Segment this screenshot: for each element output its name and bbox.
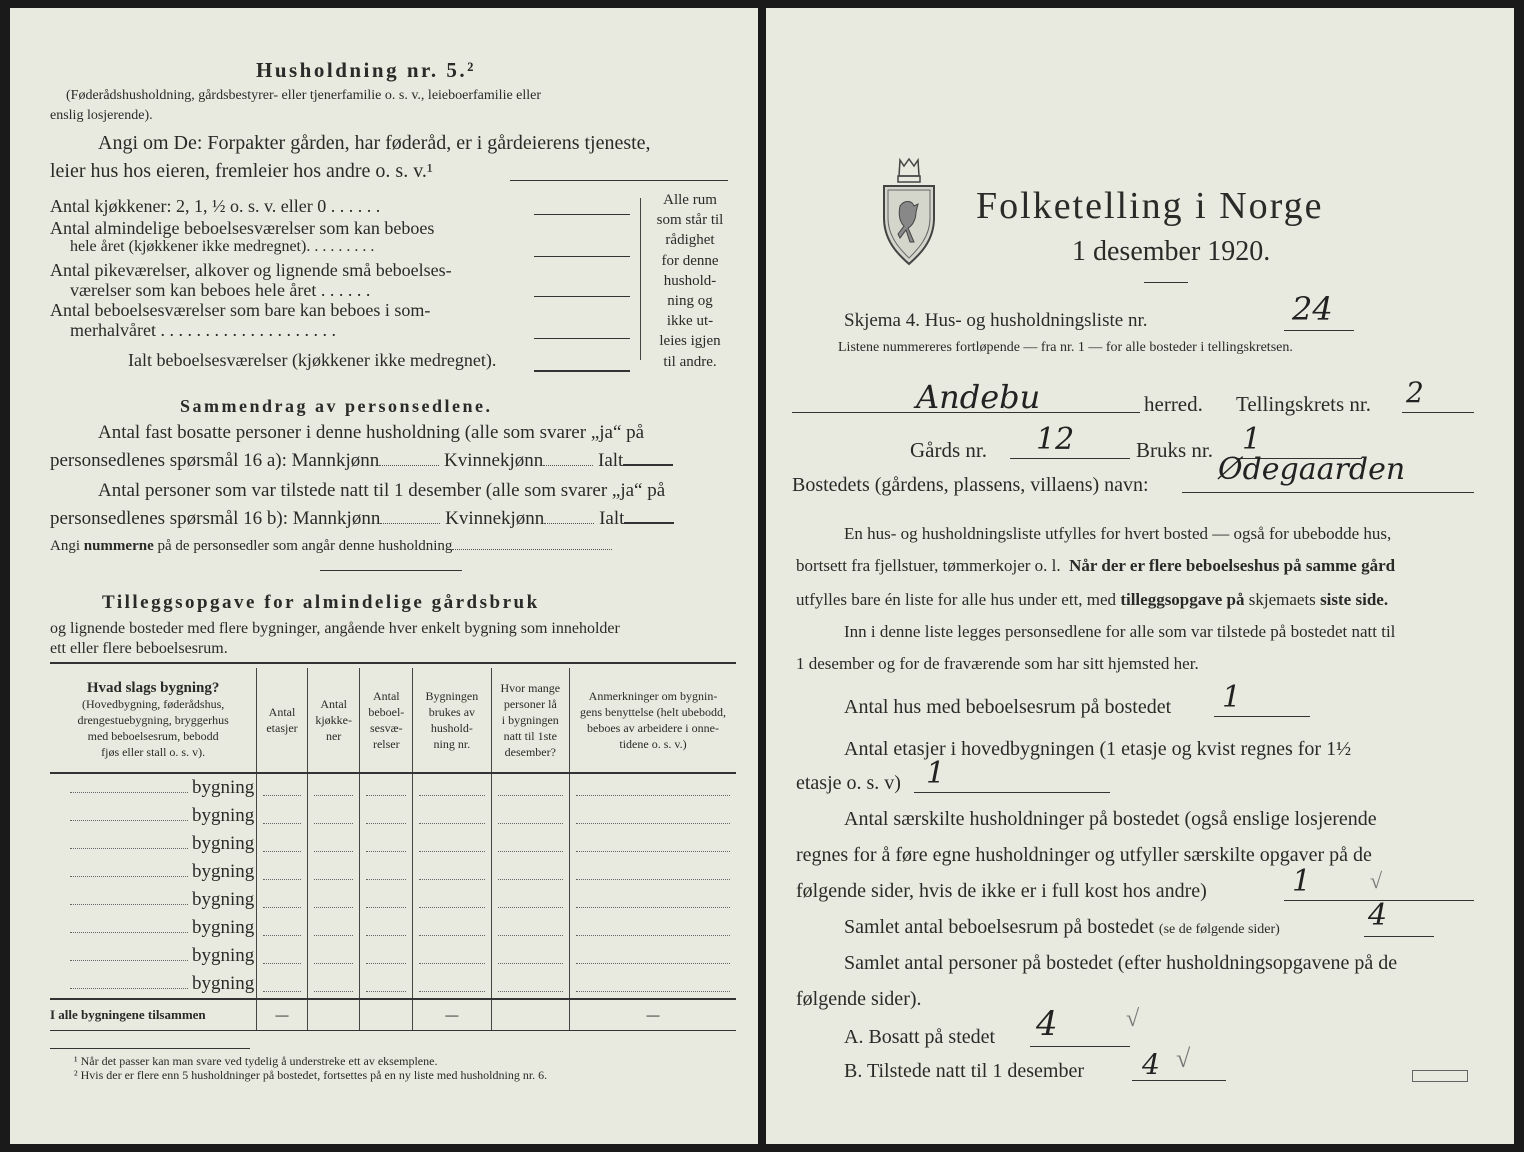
- footnote-rule: [50, 1048, 250, 1049]
- building-table-body: [50, 773, 736, 999]
- angi-answer-line[interactable]: [510, 180, 728, 181]
- female-label-a: Kvinnekjønn: [444, 450, 544, 471]
- col-rooms-cell[interactable]: [360, 773, 413, 802]
- supplement-line1: og lignende bosteder med flere bygninger, angående hver enkelt bygning som inneholder: [50, 620, 620, 637]
- building-name-cell[interactable]: [50, 830, 257, 858]
- col-remarks-cell[interactable]: [570, 830, 736, 858]
- instruction-line2: [796, 556, 1395, 576]
- q-total-rooms: Ialt beboelsesværelser (kjøkkener ikke medregnet).: [128, 350, 497, 370]
- herred-label: herred.: [1144, 392, 1203, 416]
- houses-line: [1214, 716, 1310, 717]
- title-divider: [1144, 282, 1188, 283]
- rooms-total-value[interactable]: 4: [1368, 898, 1388, 933]
- census-date: 1 desember 1920.: [1072, 236, 1271, 267]
- building-name-cell[interactable]: [50, 942, 257, 970]
- building-table-total-row: [50, 999, 736, 1031]
- row-label: bygning: [191, 973, 255, 994]
- present-value[interactable]: 4: [1142, 1048, 1160, 1081]
- numbering-note: Listene nummereres fortløpende — fra nr. 1 — for alle bosteder i tellingskretsen.: [838, 340, 1293, 355]
- col-kitchens-cell[interactable]: [307, 858, 360, 886]
- col-household-no-cell[interactable]: [413, 802, 491, 830]
- row-label: bygning: [191, 917, 255, 938]
- col-household-no-cell[interactable]: [413, 773, 491, 802]
- answer-line-rooms[interactable]: [534, 256, 630, 257]
- floors-value[interactable]: 1: [926, 756, 946, 791]
- angi-line1: Angi om De: Forpakter gården, har føderåd, er i gårdeierens tjeneste,: [98, 132, 651, 154]
- header-line: Antal: [268, 705, 296, 719]
- header-line: Hvad slags bygning?: [86, 680, 220, 696]
- instruction-line2-bold: Når der er flere beboelseshus på samme gård: [1069, 556, 1396, 575]
- header-line: fjøs eller stall o. s. v).: [101, 745, 206, 759]
- q-summer-rooms-line1: Antal beboelsesværelser som bare kan beboes i som-: [50, 300, 431, 320]
- header-line: ning nr.: [433, 737, 471, 751]
- building-table: [50, 668, 736, 1031]
- header-line: drengestuebygning, bryggerhus: [77, 713, 229, 727]
- col-kitchens-cell[interactable]: [307, 914, 360, 942]
- col-persons-cell[interactable]: [491, 773, 569, 802]
- header-line: kjøkke-: [315, 713, 352, 727]
- printer-stamp: [1412, 1070, 1468, 1082]
- col-persons-cell[interactable]: [491, 858, 569, 886]
- norway-coat-of-arms-icon: [878, 156, 940, 268]
- households-line1: Antal særskilte husholdninger på bostedet (også enslige losjerende: [844, 808, 1377, 830]
- col-household-no-cell[interactable]: [413, 830, 491, 858]
- col-remarks-cell[interactable]: [570, 773, 736, 802]
- note-line: hushold-: [663, 272, 717, 289]
- col-remarks-cell[interactable]: [570, 858, 736, 886]
- col-rooms-cell[interactable]: [360, 830, 413, 858]
- col-household-no-cell[interactable]: [413, 886, 491, 914]
- male-count-a[interactable]: [379, 465, 439, 466]
- total-kjokkener[interactable]: [307, 999, 360, 1031]
- instruction-line3-bold2: siste side.: [1320, 590, 1389, 609]
- header-line: med beboelsesrum, bebodd: [87, 729, 219, 743]
- bruks-label: Bruks nr.: [1136, 438, 1214, 462]
- header-line: (Hovedbygning, føderådshus,: [81, 697, 225, 711]
- header-line: Hvor mange: [500, 681, 561, 695]
- header-line: natt til 1ste: [503, 729, 557, 743]
- col-building-type-header: [50, 668, 257, 773]
- total-anmerkninger[interactable]: —: [570, 999, 736, 1031]
- header-line: beboes av arbeidere i onne-: [587, 721, 719, 735]
- summary-line3: Antal personer som var tilstede natt til 1 desember (alle som svarer „ja“ på: [98, 480, 666, 501]
- col-rooms-header: [360, 668, 413, 773]
- total-etasjer[interactable]: —: [257, 999, 308, 1031]
- col-floors-cell[interactable]: [257, 773, 308, 802]
- floors-line1: Antal etasjer i hovedbygningen (1 etasje og kvist regnes for 1½: [844, 738, 1352, 760]
- households-value[interactable]: 1: [1292, 864, 1312, 899]
- header-line: gens benyttelse (helt ubebodd,: [580, 705, 726, 719]
- rooms-total-line: [1364, 936, 1434, 937]
- header-line: Antal: [320, 697, 347, 711]
- total-husholdning[interactable]: —: [413, 999, 491, 1031]
- persons-line1: Samlet antal personer på bostedet (efter husholdningsopgavene på de: [844, 952, 1398, 974]
- row-label: bygning: [191, 777, 255, 798]
- section-divider: [320, 570, 462, 571]
- footnote-1: ¹ Når det passer kan man svare ved tydelig å understreke ett av eksemplene.: [74, 1054, 438, 1068]
- row-label: bygning: [191, 805, 255, 826]
- header-line: ner: [325, 729, 342, 743]
- summary-q16a-label: personsedlenes spørsmål 16 a): Mannkjønn: [50, 450, 380, 471]
- col-kitchens-cell[interactable]: [307, 970, 360, 999]
- rooms-total-text: Samlet antal beboelsesrum på bostedet: [844, 916, 1154, 938]
- col-persons-cell[interactable]: [491, 830, 569, 858]
- q-kitchens: Antal kjøkkener: 2, 1, ½ o. s. v. eller 0 . . . . . .: [50, 196, 381, 216]
- note-line: leies igjen: [659, 333, 721, 350]
- present-check: √: [1176, 1044, 1191, 1073]
- total-vaerelser[interactable]: [360, 999, 413, 1031]
- krets-line: [1402, 412, 1474, 413]
- col-remarks-cell[interactable]: [570, 970, 736, 999]
- footnote-2: ² Hvis der er flere enn 5 husholdninger på bostedet, fortsettes på en ny liste med husholdning nr. 6.: [74, 1068, 548, 1082]
- header-line: hushold-: [430, 721, 473, 735]
- building-name-cell[interactable]: [50, 773, 257, 802]
- header-line: desember?: [504, 745, 556, 759]
- header-line: etasjer: [266, 721, 298, 735]
- col-rooms-cell[interactable]: [360, 802, 413, 830]
- header-line: personer lå: [503, 697, 557, 711]
- angi-line2: leier hus hos eieren, fremleier hos andre o. s. v.¹: [50, 160, 433, 182]
- col-rooms-cell[interactable]: [360, 970, 413, 999]
- households-check: √: [1370, 868, 1383, 893]
- bruks-value[interactable]: 1: [1242, 422, 1262, 457]
- note-line: Alle rum: [663, 192, 717, 208]
- instruction-line2-text: bortsett fra fjellstuer, tømmerkojer o. l.: [796, 556, 1061, 575]
- krets-value[interactable]: 2: [1406, 376, 1424, 409]
- floors-line: [914, 792, 1110, 793]
- col-remarks-header: [570, 668, 736, 773]
- summary-title: Sammendrag av personsedlene.: [180, 396, 493, 416]
- col-floors-cell[interactable]: [257, 970, 308, 999]
- building-name-cell[interactable]: [50, 970, 257, 999]
- note-line: til andre.: [663, 353, 717, 370]
- answer-line-summer-rooms[interactable]: [534, 338, 630, 339]
- col-persons-header: [491, 668, 569, 773]
- building-name-cell[interactable]: [50, 802, 257, 830]
- note-bracket: [640, 198, 649, 360]
- row-label: bygning: [191, 945, 255, 966]
- note-line: ning og: [667, 293, 713, 310]
- col-persons-cell[interactable]: [491, 886, 569, 914]
- instruction-line3: [796, 590, 1388, 610]
- rooms-total-small: (se de følgende sider): [1158, 922, 1280, 937]
- col-kitchens-cell[interactable]: [307, 886, 360, 914]
- col-household-no-header: [413, 668, 491, 773]
- supplement-title: Tilleggsopgave for almindelige gårdsbruk: [102, 592, 540, 613]
- female-label-b: Kvinnekjønn: [445, 508, 545, 529]
- summary-line4: [50, 508, 674, 530]
- col-floors-cell[interactable]: [257, 914, 308, 942]
- instruction-line3-text2: skjemaets: [1248, 590, 1316, 609]
- person-numbers-field[interactable]: [452, 549, 612, 550]
- header-line: beboel-: [368, 705, 405, 719]
- col-remarks-cell[interactable]: [570, 914, 736, 942]
- building-name-cell[interactable]: [50, 886, 257, 914]
- gards-label: Gårds nr.: [910, 438, 987, 462]
- total-count-b[interactable]: [624, 522, 674, 524]
- instruction-line3-bold: tilleggsopgave på: [1120, 590, 1245, 609]
- gards-line: [1010, 458, 1130, 459]
- note-line: ikke ut-: [666, 313, 714, 330]
- row-label: bygning: [191, 861, 255, 882]
- note-line: for denne: [661, 252, 719, 269]
- q-rooms-line1: Antal almindelige beboelsesværelser som kan beboes: [50, 218, 435, 238]
- header-line: Antal: [372, 689, 400, 703]
- list-number-value[interactable]: 24: [1292, 290, 1333, 328]
- col-remarks-cell[interactable]: [570, 886, 736, 914]
- table-top-rule: [50, 662, 736, 664]
- household-intro-line2: enslig losjerende).: [50, 108, 153, 123]
- household-intro-line1: (Føderådshusholdning, gårdsbestyrer- eller tjenerfamilie o. s. v., leieboerfamilie eller: [66, 88, 542, 103]
- q-small-rooms-line1: Antal pikeværelser, alkover og lignende små beboelses-: [50, 260, 452, 280]
- instruction-line4: Inn i denne liste legges personsedlene for alle som var tilstede på bostedet natt til: [844, 622, 1396, 641]
- note-all-rooms: [650, 190, 730, 372]
- nummerne-word: nummerne: [83, 538, 154, 554]
- col-rooms-cell[interactable]: [360, 886, 413, 914]
- col-household-no-cell[interactable]: [413, 914, 491, 942]
- census-title: Folketelling i Norge: [976, 185, 1324, 227]
- header-line: Anmerkninger om bygnin-: [588, 689, 718, 703]
- table-row: [50, 830, 736, 858]
- col-household-no-cell[interactable]: [413, 970, 491, 999]
- supplement-line2: ett eller flere beboelsesrum.: [50, 640, 228, 657]
- floors-line2: etasje o. s. v): [796, 772, 901, 794]
- answer-line-total-rooms[interactable]: [534, 370, 630, 372]
- krets-label: Tellingskrets nr.: [1236, 392, 1372, 416]
- bosted-label: Bostedets (gårdens, plassens, villaens) navn:: [792, 474, 1149, 496]
- rooms-total-label: [844, 916, 1280, 939]
- col-persons-cell[interactable]: [491, 802, 569, 830]
- col-household-no-cell[interactable]: [413, 942, 491, 970]
- list-number-line: [1284, 330, 1354, 331]
- instruction-line5: 1 desember og for de fraværende som har sitt hjemsted her.: [796, 654, 1199, 673]
- row-label: bygning: [191, 833, 255, 854]
- table-row: [50, 802, 736, 830]
- answer-line-kitchens[interactable]: [534, 214, 630, 215]
- table-row: [50, 970, 736, 999]
- female-count-b[interactable]: [544, 523, 594, 524]
- col-kitchens-cell[interactable]: [307, 830, 360, 858]
- right-page: [766, 8, 1514, 1144]
- total-label: I alle bygningene tilsammen: [50, 999, 257, 1031]
- col-remarks-cell[interactable]: [570, 942, 736, 970]
- header-line: tidene o. s. v.): [619, 737, 687, 751]
- male-count-b[interactable]: [380, 523, 440, 524]
- col-floors-cell[interactable]: [257, 858, 308, 886]
- col-kitchens-header: [307, 668, 360, 773]
- table-row: [50, 886, 736, 914]
- houses-value[interactable]: 1: [1222, 680, 1242, 715]
- summary-line1: Antal fast bosatte personer i denne husholdning (alle som svarer „ja“ på: [98, 422, 645, 443]
- col-persons-cell[interactable]: [491, 914, 569, 942]
- col-persons-cell[interactable]: [491, 970, 569, 999]
- summary-q16b-label: personsedlenes spørsmål 16 b): Mannkjønn: [50, 508, 381, 529]
- households-line2: regnes for å føre egne husholdninger og utfyller særskilte opgaver på de: [796, 844, 1372, 866]
- building-name-cell[interactable]: [50, 858, 257, 886]
- houses-label: Antal hus med beboelsesrum på bostedet: [844, 696, 1172, 718]
- col-rooms-cell[interactable]: [360, 942, 413, 970]
- header-line: relser: [372, 737, 400, 751]
- female-count-a[interactable]: [543, 465, 593, 466]
- col-persons-cell[interactable]: [491, 942, 569, 970]
- row-label: bygning: [191, 889, 255, 910]
- resident-label: A. Bosatt på stedet: [844, 1026, 996, 1048]
- col-kitchens-cell[interactable]: [307, 773, 360, 802]
- resident-check: √: [1126, 1006, 1140, 1032]
- note-line: rådighet: [665, 232, 715, 249]
- col-floors-cell[interactable]: [257, 886, 308, 914]
- bosted-value[interactable]: Ødegaarden: [1218, 452, 1406, 487]
- gards-value[interactable]: 12: [1036, 422, 1075, 457]
- q-summer-rooms-line2: merhalvåret . . . . . . . . . . . . . . . . . . . .: [70, 320, 336, 340]
- note-line: som står til: [656, 212, 724, 229]
- col-floors-cell[interactable]: [257, 802, 308, 830]
- resident-line: [1030, 1046, 1130, 1047]
- header-line: i bygningen: [501, 713, 559, 727]
- resident-value[interactable]: 4: [1036, 1004, 1058, 1044]
- col-kitchens-cell[interactable]: [307, 942, 360, 970]
- table-row: [50, 942, 736, 970]
- q-rooms-line2: hele året (kjøkkener ikke medregnet). . . . . . . . .: [70, 238, 375, 255]
- instruction-line1: En hus- og husholdningsliste utfylles for hvert bosted — også for ubebodde hus,: [844, 524, 1392, 543]
- persons-line2: følgende sider).: [796, 988, 922, 1010]
- col-floors-header: [257, 668, 308, 773]
- answer-line-small-rooms[interactable]: [534, 296, 630, 297]
- col-rooms-cell[interactable]: [360, 858, 413, 886]
- bosted-line: [1182, 492, 1474, 493]
- summary-line2: [50, 450, 673, 472]
- summary-line5-text: på de personsedler som angår denne husholdning: [157, 538, 453, 554]
- household-title: Husholdning nr. 5.²: [256, 58, 476, 82]
- table-row: [50, 773, 736, 802]
- instruction-line3-text: utfylles bare én liste for alle hus under ett, med: [796, 590, 1117, 609]
- angi-word: Angi: [50, 538, 80, 554]
- total-count-a[interactable]: [623, 464, 673, 466]
- total-personer[interactable]: [491, 999, 569, 1031]
- table-row: [50, 914, 736, 942]
- present-label: B. Tilstede natt til 1 desember: [844, 1060, 1084, 1082]
- households-line3: følgende sider, hvis de ikke er i full kost hos andre): [796, 880, 1207, 902]
- schema-line: Skjema 4. Hus- og husholdningsliste nr.: [844, 310, 1148, 331]
- col-floors-cell[interactable]: [257, 942, 308, 970]
- header-line: sesvæ-: [369, 721, 403, 735]
- col-kitchens-cell[interactable]: [307, 802, 360, 830]
- q-small-rooms-line2: værelser som kan beboes hele året . . . . . .: [70, 280, 371, 300]
- table-row: [50, 858, 736, 886]
- summary-line5: [50, 538, 612, 555]
- col-household-no-cell[interactable]: [413, 858, 491, 886]
- header-line: Bygningen: [425, 689, 479, 703]
- left-page: [10, 8, 758, 1144]
- col-remarks-cell[interactable]: [570, 802, 736, 830]
- building-name-cell[interactable]: [50, 914, 257, 942]
- total-label-b: Ialt: [599, 508, 625, 529]
- col-floors-cell[interactable]: [257, 830, 308, 858]
- building-table-header: [50, 668, 736, 773]
- herred-value[interactable]: Andebu: [916, 378, 1041, 416]
- header-line: brukes av: [428, 705, 476, 719]
- col-rooms-cell[interactable]: [360, 914, 413, 942]
- total-label-a: Ialt: [598, 450, 624, 471]
